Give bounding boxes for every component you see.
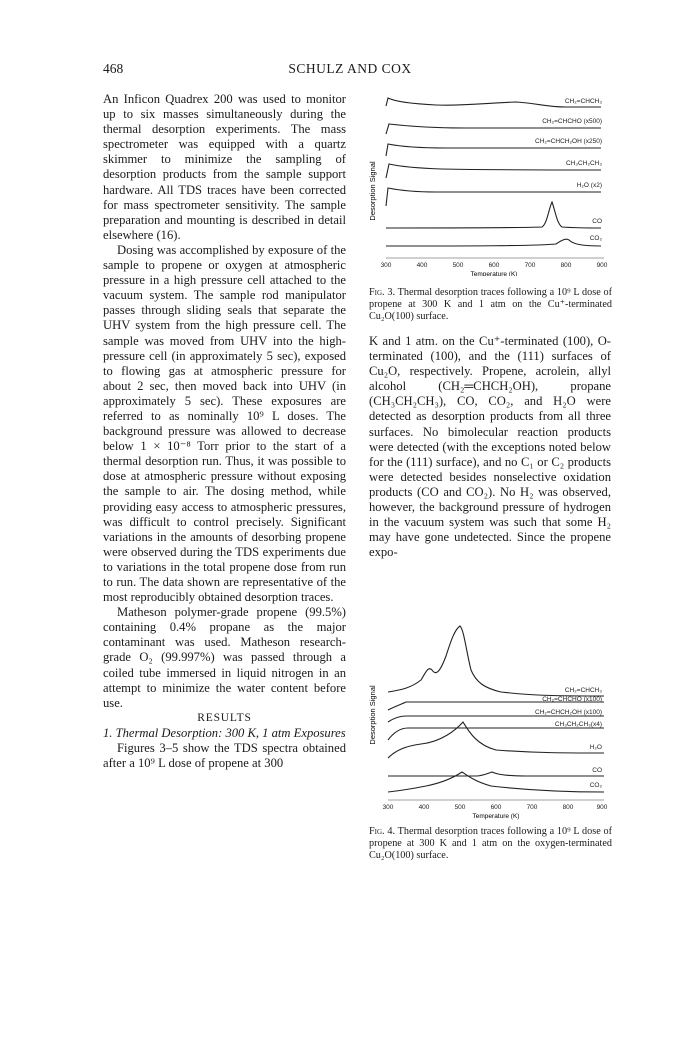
y-axis-label: Desorption Signal — [368, 685, 377, 745]
figure-3 — [366, 86, 616, 276]
paragraph: K and 1 atm. on the Cu⁺-terminated (100), O-terminated (100), and the (111) surfaces of Cu₂O, respectively. Propene, acrolein, allyl alcohol (CH₂═CHCH₂OH), propane (CH₃CH₂CH₃), CO, CO₂, and H₂O were detected as desorption products from all three surfaces. No bimolecular reaction products were detected (with the exceptions noted below for the (111) surface), and no C₁ or C₂ products were detected besides nonselective oxidation products (CO and CO₂). No H₂ was observed, however, the background pressure of hydrogen in the vacuum system was such that some H₂ may have gone undetected. Since the propene expo- — [369, 334, 611, 560]
y-axis-label: Desorption Signal — [368, 161, 377, 221]
caption-text: Thermal desorption traces following a 10⁹ L dose of propene at 300 K and 1 atm on the Cu⁺-terminated Cu₂O(100) surface. — [369, 287, 612, 323]
x-tick-label: 500 — [454, 804, 466, 811]
x-tick-label: 900 — [596, 804, 608, 811]
trace-label: CO₂ — [589, 235, 602, 242]
x-tick-label: 400 — [418, 804, 430, 811]
trace-co2 — [386, 239, 601, 246]
trace-label: CH₂=CHCHO (x100) — [542, 696, 602, 703]
page-number: 468 — [103, 61, 124, 76]
running-head: SCHULZ AND COX — [288, 61, 412, 76]
x-tick-label: 600 — [488, 262, 500, 269]
x-tick-label: 800 — [560, 262, 572, 269]
trace-label: CH₂=CHCH₃ — [564, 687, 602, 694]
paragraph: An Inficon Quadrex 200 was used to monitor up to six masses simultaneously during the thermal desorption experiments. The mass spectrometer was equipped with a quartz skimmer to minimize the sampling of desorption products from the sample support hardware. All TDS traces have been corrected for mass spectrometer sensitivity. The sample preparation and mounting is described in detail elsewhere (16). — [103, 92, 346, 242]
figure-4-plot — [366, 600, 616, 820]
trace-label: CH₃CH₂CH₃ — [566, 160, 602, 167]
trace-water — [386, 188, 601, 206]
trace-label: CH₂=CHCH₃ — [564, 98, 602, 105]
trace-label: H₂O (x2) — [576, 182, 602, 189]
x-tick-label: 900 — [596, 262, 608, 269]
x-axis-label: Temperature (K) — [470, 271, 518, 276]
x-tick-label: 800 — [562, 804, 574, 811]
subsection-heading: 1. Thermal Desorption: 300 K, 1 atm Exposures — [103, 725, 346, 740]
paragraph: Figures 3–5 show the TDS spectra obtained after a 10⁹ L dose of propene at 300 — [103, 741, 346, 771]
x-tick-label: 600 — [490, 804, 502, 811]
trace-co — [386, 202, 601, 228]
x-tick-label: 400 — [416, 262, 428, 269]
trace-label: CO — [592, 218, 602, 225]
caption-label: Fig. 4. — [369, 826, 396, 837]
trace-allyl-alcohol — [386, 144, 601, 156]
figure-3-plot — [366, 86, 616, 276]
trace-label: CH₂=CHCH₂OH (x250) — [535, 138, 602, 145]
figure-3-caption — [369, 287, 612, 324]
trace-label: CO — [592, 767, 602, 774]
trace-acrolein — [386, 124, 601, 134]
right-column — [369, 334, 611, 560]
x-tick-label: 300 — [380, 262, 392, 269]
paragraph: Matheson polymer-grade propene (99.5%) containing 0.4% propane as the major contaminant was used. Matheson research-grade O₂ (99.997%) was passed through a coiled tube immersed in liquid nitrogen in an attempt to minimize the water content before use. — [103, 605, 346, 710]
figure-4 — [366, 600, 616, 820]
x-axis-label: Temperature (K) — [472, 813, 520, 820]
caption-text: Thermal desorption traces following a 10⁹ L dose of propene at 300 K and 1 atm on the oxygen-terminated Cu₂O(100) surface. — [369, 826, 612, 862]
section-heading: RESULTS — [197, 711, 252, 724]
x-tick-label: 700 — [524, 262, 536, 269]
caption-label: Fig. 3. — [369, 287, 396, 298]
trace-label: CO₂ — [589, 782, 602, 789]
x-tick-label: 500 — [452, 262, 464, 269]
trace-label: CH₂=CHCHO (x500) — [542, 118, 602, 125]
trace-label: CH₂=CHCH₂OH (x100) — [535, 709, 602, 716]
paragraph: Dosing was accomplished by exposure of the sample to propene or oxygen at atmospheric pressure in a high pressure cell attached to the vacuum system. The sample rod manipulator passes through sliding seals that separate the UHV system from the high pressure cell. The sample was moved from UHV into the high-pressure cell (in approximately 5 sec), exposed to flowing gas at atmospheric pressure for about 2 sec, then moved back into UHV (in approximately 5 sec). These exposures are referred to as nominally 10⁹ L doses. The background pressure was allowed to decrease below 1 × 10⁻⁸ Torr prior to the start of a thermal desorption run. Thus, it was possible to dose at atmospheric pressure without exposing the sample to air. The dosing method, while providing easy access to atmospheric pressures, was difficult to control precisely. Significant variations in the amounts of desorbing propene were observed during the TDS experiments due to variations in the total propene dose from run to run. The data shown are representative of the most reproducibly obtained desorption traces. — [103, 242, 346, 605]
trace-co — [388, 772, 604, 776]
left-column — [103, 92, 346, 771]
trace-label: CH₃CH₂CH₃(x4) — [554, 721, 602, 728]
x-tick-label: 700 — [526, 804, 538, 811]
figure-4-caption — [369, 826, 612, 863]
trace-propane — [388, 728, 604, 740]
x-tick-label: 300 — [382, 804, 394, 811]
trace-label: H₂O — [589, 744, 602, 751]
trace-co2 — [388, 772, 604, 792]
trace-propene — [388, 626, 604, 696]
